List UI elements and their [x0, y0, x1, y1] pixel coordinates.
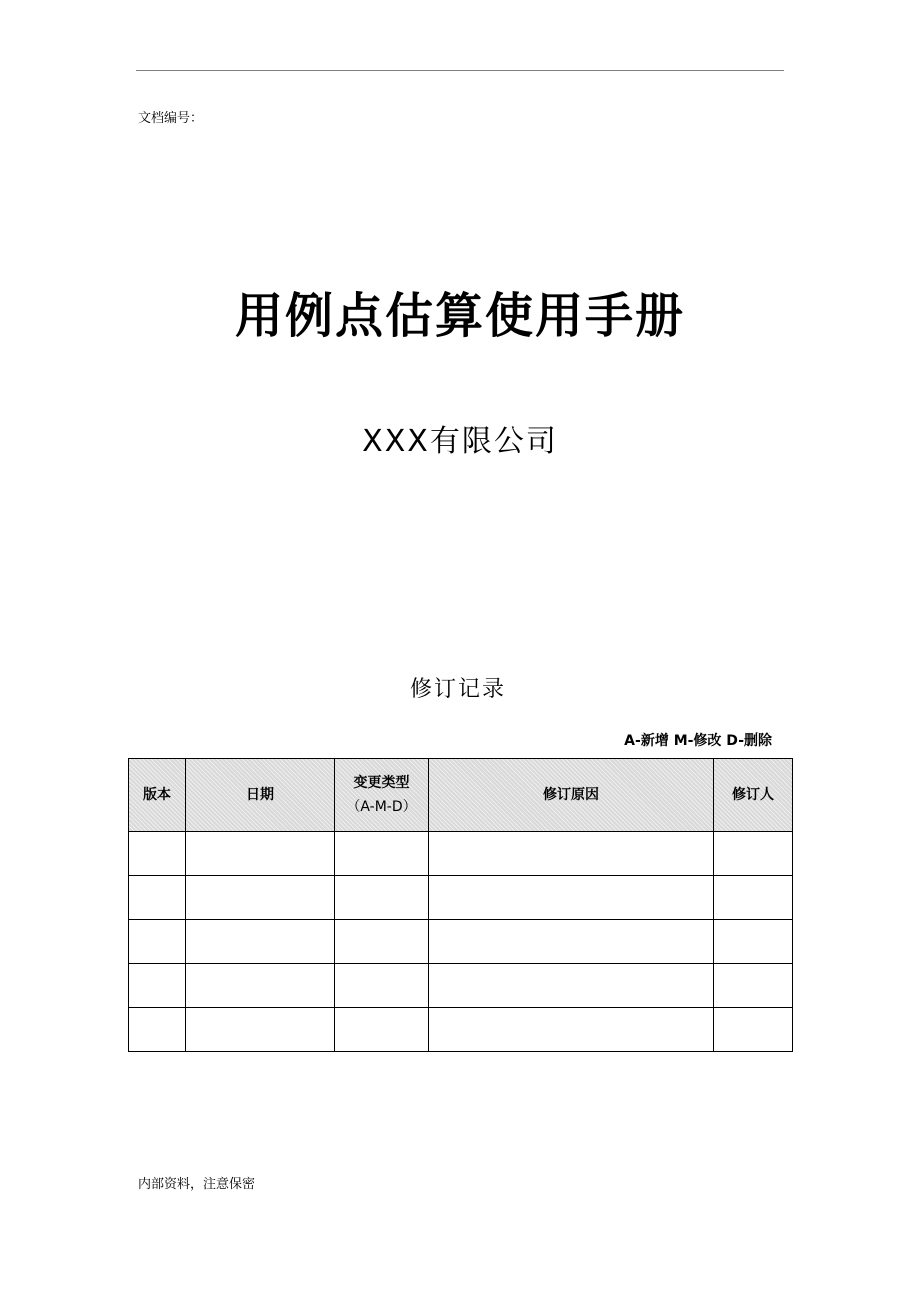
confidentiality-note: 内部资料，注意保密 — [138, 1177, 256, 1192]
column-header-reviser — [714, 759, 793, 832]
table-row — [129, 832, 793, 876]
table-row — [129, 920, 793, 964]
column-header-label: 日期 — [246, 787, 274, 803]
revision-table-header-row — [129, 759, 793, 832]
change-type-legend: A-新增 M-修改 D-删除 — [624, 733, 772, 749]
table-cell — [186, 832, 335, 876]
revision-record-title: 修订记录 — [409, 677, 506, 702]
table-cell — [335, 832, 429, 876]
column-header-version — [129, 759, 186, 832]
table-cell — [714, 876, 793, 920]
table-cell — [186, 964, 335, 1008]
table-cell — [129, 920, 186, 964]
table-cell — [129, 876, 186, 920]
page-title: 用例点估算使用手册 — [234, 288, 685, 344]
table-cell — [714, 964, 793, 1008]
column-header-label: 修订原因 — [543, 787, 599, 803]
column-header-label: 修订人 — [732, 787, 774, 803]
column-header-sublabel: （A-M-D） — [346, 799, 417, 815]
table-cell — [129, 1008, 186, 1052]
table-cell — [186, 876, 335, 920]
company-name: XXX有限公司 — [362, 424, 558, 459]
table-cell — [714, 920, 793, 964]
table-cell — [186, 920, 335, 964]
column-header-label: 变更类型 — [353, 775, 410, 791]
document-number-label: 文档编号： — [138, 111, 204, 126]
table-row — [129, 876, 793, 920]
table-cell — [429, 876, 714, 920]
table-cell — [429, 964, 714, 1008]
table-row — [129, 1008, 793, 1052]
table-cell — [335, 876, 429, 920]
table-cell — [335, 920, 429, 964]
table-cell — [335, 1008, 429, 1052]
table-cell — [335, 964, 429, 1008]
column-header-change-type — [335, 759, 429, 832]
column-header-reason — [429, 759, 714, 832]
table-cell — [714, 832, 793, 876]
column-header-label: 版本 — [143, 787, 171, 803]
table-cell — [186, 1008, 335, 1052]
table-cell — [429, 1008, 714, 1052]
table-cell — [429, 920, 714, 964]
column-header-date — [186, 759, 335, 832]
revision-table — [128, 758, 793, 1052]
table-cell — [429, 832, 714, 876]
table-cell — [129, 832, 186, 876]
table-cell — [129, 964, 186, 1008]
header-rule — [136, 70, 784, 71]
table-cell — [714, 1008, 793, 1052]
table-row — [129, 964, 793, 1008]
